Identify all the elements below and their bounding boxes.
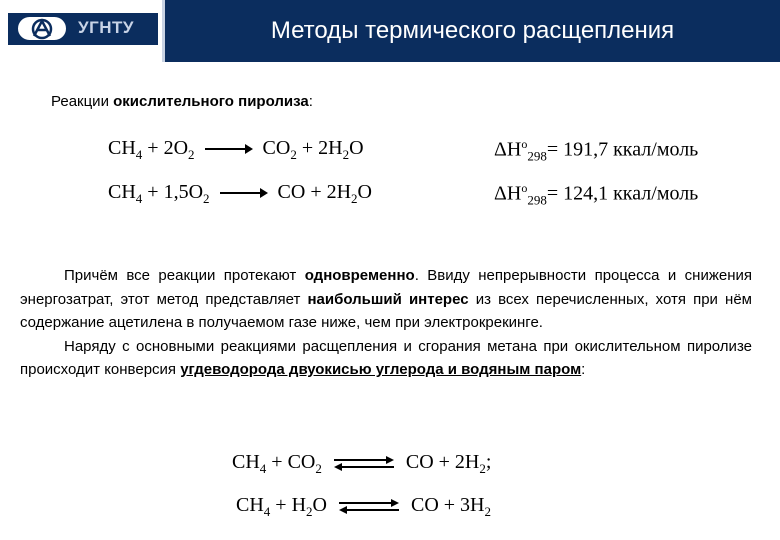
intro-bold: окислительного пиролиза <box>113 93 309 110</box>
body-text <box>20 264 752 382</box>
slide-title: Методы термического расщепления <box>270 17 675 44</box>
right-arrow-icon <box>220 188 268 198</box>
header-bar <box>0 0 780 62</box>
equilibrium-2-right: CO + $3H_2$ <box>410 494 491 519</box>
equilibrium-arrows-icon <box>339 499 399 513</box>
equilibrium-2-equation <box>236 494 491 520</box>
reaction-2-enthalpy: $\Delta H^o_{298}= 124,1$ ккал/моль <box>494 181 699 208</box>
equilibrium-1-right: CO + $2H_2$; <box>405 451 492 476</box>
paragraph-1: Причём все реакции протекают одновременно. Ввиду непрерывности процесса и снижения энергозатрат, этот метод представляет наибольший интерес из всех перечисленных, хотя при нём содержание ацетилена в получаемом газе ниже, чем при электрокрекинге. <box>20 267 752 331</box>
equilibrium-1-left: $CH_4 + CO_2$ <box>232 451 322 476</box>
equilibrium-2-left: $CH_4 + H_2O$ <box>236 494 327 519</box>
reaction-1-enthalpy: $\Delta H^o_{298}= 191,7$ ккал/моль <box>494 137 699 164</box>
equilibrium-1-equation <box>232 451 491 477</box>
reaction-2-left: $CH_4 + 1,5O_2$ <box>108 181 210 206</box>
intro-line <box>51 93 313 110</box>
reaction-1-right: $CO_2 + 2H_2O$ <box>262 137 364 162</box>
university-emblem-icon <box>16 15 68 42</box>
equilibrium-arrows-icon <box>334 456 394 470</box>
logo <box>0 0 165 62</box>
reaction-1-equation <box>108 137 364 163</box>
logo-text: УГНТУ <box>78 18 134 37</box>
right-arrow-icon <box>205 144 253 154</box>
intro-prefix: Реакции <box>51 93 114 110</box>
reaction-1-left: $CH_4 + 2O_2$ <box>108 137 195 162</box>
intro-suffix: : <box>308 93 313 110</box>
reaction-2-right: CO + $2H_2O$ <box>277 181 372 206</box>
reaction-2-equation <box>108 181 372 207</box>
paragraph-2: Наряду с основными реакциями расщепления и сгорания метана при окислительном пиролизе происходит конверсия угдеводорода двуокисью углерода и водяным паром: <box>20 337 752 378</box>
